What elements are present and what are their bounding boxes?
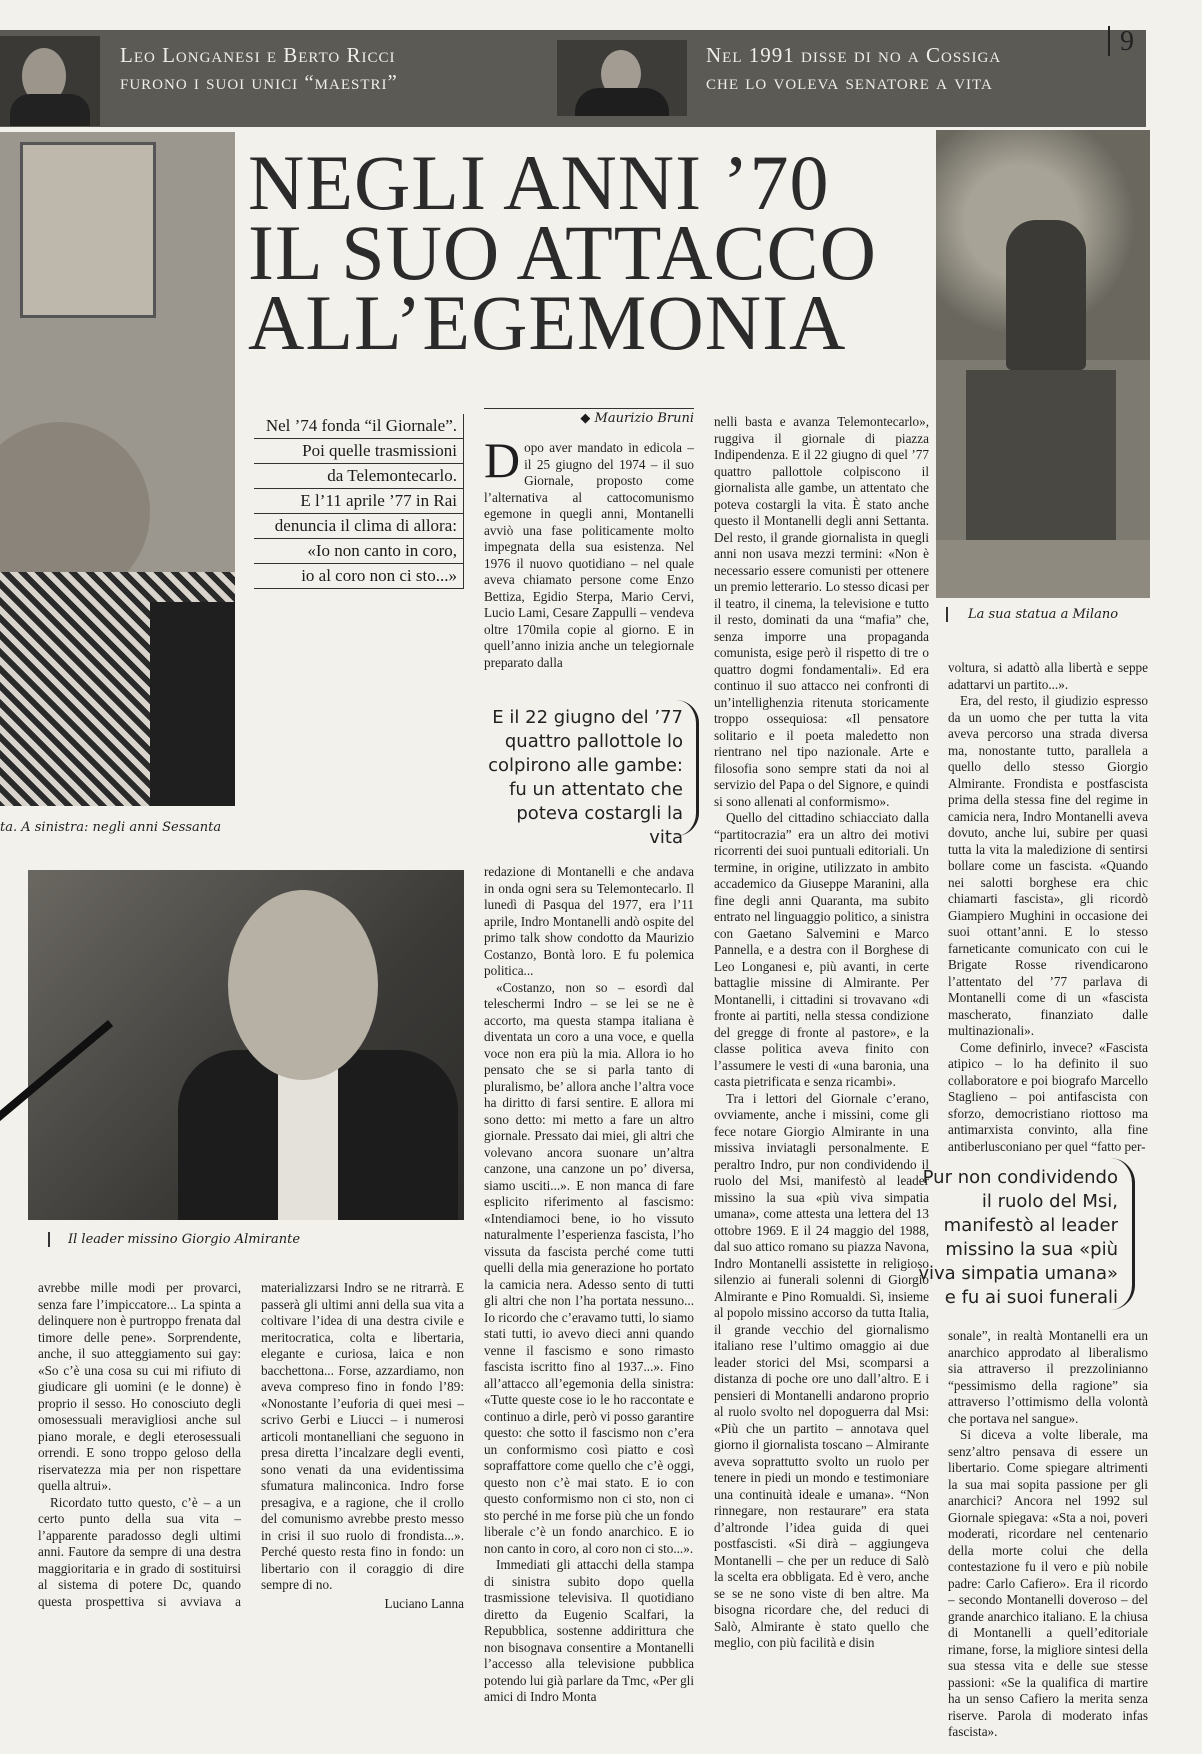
summary-line: E l’11 aprile ’77 in Rai — [254, 489, 464, 514]
article-paragraph: Ricordato tutto questo, c’è – a un certo punto della sua vita – l’apparente paradosso degli ultimi anni. Fautore da sempre di una destra maggioritaria e in grado di sostituirsi al sistema di potere Dc, quando questa prospettiva si avviava a materializzarsi Indro se ne ritrarrà. E passerà gli ultimi anni della sua vita a coltivare l’idea di una destra civile e meritocratica, colta e libertaria, elegante e curiosa, laica e non bacchettona... Forse, azzardiamo, non aveva compreso fino in fondo l’89: «Nonostante l’euforia di quei mesi – scrivo Gerbi e Liucci – i numerosi articoli montanelliani che seguono in presa diretta l’incalzare degli eventi, sono venati da una evidentissima sfumatura malinconica. Indro forse presagiva, e a ragione, che il crollo del comunismo avrebbe presto messo in crisi il suo ruolo di frondista...». Perché questo resta fino in fondo: un libertario con il coraggio di dire sempre di no. — [38, 1280, 464, 1609]
statue-pedestal — [966, 370, 1116, 540]
summary-line: Poi quelle trasmissioni — [254, 439, 464, 464]
article-paragraph: Si diceva a volte liberale, ma senz’altro pensava di essere un libertario. Come spiegare altrimenti la sua mai sopita passione per gli anarchici? Ancora nel 1992 sul Giornale spiegava: «Sta a noi, poveri moderati, ricordare nel centenario della morte colui che della contestazione fu il vero e più nobile padre: Carlo Cafiero». Era il ricordo – secondo Montanelli doveroso – del grande anarchico italiano. E la chiusa di Montanelli a quell’editoriale rimane, forse, la migliore sintesi della sua stessa vita e delle sue stesse passioni: «Se la qualifica di martire ha un senso Cafiero la merita senza riserve. Parola di moderato infas fascista». — [948, 1427, 1148, 1739]
headline-line1: NEGLI ANNI ’70 — [248, 139, 830, 226]
headline-line2: IL SUO ATTACCO — [248, 209, 877, 296]
article-paragraph: Immediati gli attacchi della stampa di sinistra subito dopo quella trasmissione televisiva. Il quotidiano diretto da Eugenio Scalfari, la Repubblica, sostenne addirittura che non bisognava consentire a Montanelli l’accesso alla televisione pubblica potendo lui già parlare da Tmc, «Per gli amici di Indro Monta — [484, 1557, 694, 1704]
article-paragraph: Dopo aver mandato in edicola – il 25 giugno del 1974 – il suo Giornale, proposto come l’alternativa al cattocomunismo egemone in quegli anni, Montanelli avviò una fase politicamente molto impegnata della sua esistenza. Nel 1976 il nuovo quotidiano – nel quale aveva chiamato persone come Enzo Bettiza, Egidio Sterpa, Mario Cervi, Lucio Lami, Cesare Zappulli – vendeva oltre 170mila copie al giorno. E in quell’anno inizia anche un telegiornale preparato dalla — [484, 432, 694, 670]
article-paragraph: «Costanzo, non so – esordì dal teleschermi Indro – se lei se ne è accorto, ma questa stampa italiana è diventata un coro a una voce, e quella voce non era più la mia. Allora io ho pensato che se si parla tanto di pluralismo, be’ allora anche l’altra voce ha diritto di farsi sentire. E allora mi sono detto: mi metto a fare un altro giornale. Pressato dai miei, gli altri che volevano ancora suonare un’altra canzone, una canzone un po’ diversa, siamo usciti...». E non manca di fare esplicito riferimento al fascismo: «Intendiamoci bene, io ho vissuto naturalmente l’esperienza fascista, l’ho vissuta da fascista perché come tutti quelli della mia generazione ho portato la camicia nera. Adesso sento di tutti gli altri che non l’ha portata nessuno... Io ricordo che c’eravamo tutti, lo siamo stati tutti, io avevo dieci anni quando venne il fascismo e sono rimasto fascista iscritto fino al 1937...». Fino all’attacco all’egemonia della sinistra: «Tutte queste cose io le ho raccontate e continuo a dirle, però vi posso garantire questo: che sotto il fascismo non c’era un conformismo così piatto e così sopraffattore come quello che c’è oggi, questo non c’è mai stato. E io con questo conformismo non ci sto, non ci sto perché in me forse più che un fondo liberale c’è un fondo anarchico. E io non canto in coro, al coro non ci sto...». — [484, 979, 694, 1556]
caption-statue: La sua statua a Milano — [946, 607, 1146, 622]
summary-line: Nel ’74 fonda “il Giornale”. — [254, 414, 464, 439]
header-right-text — [706, 42, 1136, 97]
article-paragraph: nelli basta e avanza Telemontecarlo», ruggiva il giornale di piazza Indipendenza. E il 22 giugno di quel ’77 quattro pallottole colpiscono il giornalista alle gambe, un attentato che poteva costargli la vita. È stato anche questo il Montanelli degli anni Settanta. Del resto, il grande giornalista in quegli anni non usava mezzi termini: «Non è necessario essere comunisti per ottenere un premio letterario. Lo stesso dicasi per il teatro, il cinema, la televisione e tutto il resto, dominati da una “mafia” che, senza imporre una propaganda comunista, esige però il rispetto di tre o quattro dogmi fondamentali». Ed era continuo il suo attacco nei confronti di un’intellighenzia ritenuta storicamente troppo ossequiosa: «Il pensatore solitario e il poeta maledetto non rientrano nel tipo nazionale. Arte e filosofia sono sempre stati da noi al servizio del Papa o del Signore, e quindi si sono allenati al conformismo». — [714, 414, 929, 809]
portrait-photo — [0, 36, 100, 126]
header-left-text — [120, 42, 550, 97]
almirante-head — [228, 890, 378, 1080]
montanelli-sixties-photo — [0, 132, 235, 806]
header-right-line2: che lo voleva senatore a vita — [706, 70, 993, 95]
summary-line: io al coro non ci sto...» — [254, 564, 464, 589]
headline-line3: ALL’EGEMONIA — [248, 279, 847, 366]
signature: Luciano Lanna — [384, 1595, 464, 1611]
caption-almirante: Il leader missino Giorgio Almirante — [48, 1232, 448, 1247]
almirante-photo — [28, 870, 464, 1220]
statue-figure — [1006, 220, 1086, 370]
header-right-line1: Nel 1991 disse di no a Cossiga — [706, 43, 1002, 67]
pull-quote-1-bracket — [676, 700, 699, 836]
article-column-1b — [484, 864, 694, 1719]
article-paragraph: Era, del resto, il giudizio espresso da un uomo che per tutta la vita aveva percorso una strada diversa ma, nonostante tutto, parallela a quello dello stesso Giorgio Almirante. Frondista e postfascista prima della stessa fine del regime in camicia nera, Indro Montanelli aveva dovuto, anche lui, subire per quasi tutta la vita la maledizione di sentirsi bollare come un fascista. «Quando nei salotti borghese era chic chiamarti fascista», gli ricordò Giampiero Mughini in occasione dei suoi ottant’anni. E lo stesso farneticante comunicato con cui le Brigate Rosse rivendicarono l’attentato del ’77 parlava di Montanelli come di un «fascista mascherato, finanziato dalle multinazionali». — [948, 693, 1148, 1038]
article-paragraph: Tra i lettori del Giornale c’erano, ovviamente, anche i missini, come gli fece notare Giorgio Almirante in una missiva inviatagli personalmente. E peraltro Indro, pur non condividendo il ruolo del Msi, manifestò al leader missino la sua «più viva simpatia umana», come attesta una lettera del 13 ottobre 1969. E il 24 maggio del 1988, dal suo attico romano su piazza Navona, Indro Montanelli assistette in religioso silenzio ai funerali solenni di Giorgio Almirante e Pino Romualdi. Sì, insieme al popolo missino accorso da tutta Italia, il grande vecchio del giornalismo italiano rese l’ultimo omaggio ai due leader storici del Msi, scomparsi a distanza di poche ore uno dall’altro. E i pensieri di Montanelli andarono proprio al ruolo svolto nel dopoguerra dal Msi: «Più che un partito – annotava quel giorno il giornalista toscano – Almirante aveva soprattutto svolto un ruolo per tenere in piedi un mondo e testimoniare una continuità ideale e umana». “Non rinnegare, non restaurare” era stata d’altronde l’idea guida di quei postfascisti. «Si dirà – aggiungeva Montanelli – che per un reduce di Salò la scelta era obbligata. Ed è vero, anche se se ne sono viste di ben altre. Ma bisogna ricordare che, del reduci di Salò, Almirante è stato quello che meglio, con più facilità e disin — [714, 1090, 929, 1650]
article-column-2 — [714, 414, 929, 1719]
article-column-3 — [948, 660, 1148, 1160]
header-left-line1: Leo Longanesi e Berto Ricci — [120, 43, 396, 67]
article-paragraph: avrebbe mille modi per provarci, senza fare l’impiccatore... La spinta a delinquere non è purtroppo frenata dal timore delle pene». Sorprendente, anche, il suo atteggiamento sui gay: «So c’è una cosa su cui mi rifiuto di giudicare gli uomini (e le donne) è proprio il sesso. Ho conosciuto degli omosessuali meravigliosi anche sul piano morale, e degli eterosessuali orrendi. E sono troppo geloso della riservatezza mia per non rispettare quella altrui». — [38, 1280, 241, 1493]
cossiga-photo — [557, 40, 687, 116]
summary-line: «Io non canto in coro, — [254, 539, 464, 564]
article-previous-section — [38, 1280, 464, 1740]
statue-ground — [936, 540, 1150, 598]
page-number: 9 — [1108, 26, 1148, 56]
photo-dark-area — [150, 602, 235, 806]
article-paragraph: voltura, si adattò alla libertà e seppe adattarvi un partito...». — [948, 660, 1148, 692]
cossiga-body — [575, 88, 669, 116]
pull-quote-2: Pur non condividendo il ruolo del Msi, manifestò al leader missino la sua «più viva simpatia umana» e fu ai suoi funerali — [918, 1167, 1118, 1308]
portrait-body — [10, 94, 90, 126]
article-paragraph: redazione di Montanelli e che andava in onda ogni sera su Telemontecarlo. Il lunedì di Pasqua del 1977, era l’11 aprile, Indro Montanelli andò ospite del primo talk show condotto da Maurizio Costanzo, Bontà loro. E fu polemica politica... — [484, 864, 694, 978]
almirante-shirt — [278, 1060, 338, 1220]
headline — [248, 139, 928, 366]
pull-quote-1: E il 22 giugno del ’77 quattro pallottole lo colpirono alle gambe: fu un attentato che poteva costargli la vita — [488, 707, 683, 848]
caption-left: ta. A sinistra: negli anni Sessanta — [0, 820, 222, 835]
author-byline: ◆ Maurizio Bruni — [484, 408, 694, 426]
pull-quote-2-bracket — [1110, 1158, 1135, 1310]
article-column-3b — [948, 1328, 1148, 1739]
photo-background-frame — [20, 142, 156, 318]
article-column-1 — [484, 432, 694, 670]
header-left-line2: furono i suoi unici “maestri” — [120, 70, 398, 95]
article-paragraph: Come definirlo, invece? «Fascista atipico – lo ha definito il suo collaboratore e poi biografo Marcello Staglieno – poi antifascista con sforzo, democristiano riottoso ma antimarxista convinto, alla fine antiberlusconiano per quel “fatto per- — [948, 1039, 1148, 1154]
summary-line: denuncia il clima di allora: — [254, 514, 464, 539]
summary-box — [254, 414, 464, 589]
article-paragraph: Quello del cittadino schiacciato dalla “partitocrazia” era un altro dei motivi ricorrenti dei suoi puntuali editoriali. Un termine, in origine, utilizzato in ambito accademico da Giuseppe Maranini, alla fine degli anni Quaranta, ma subito entrato nel linguaggio politico, a sinistra con Gaetano Salvemini e Marco Pannella, e a destra con il Borghese di Leo Longanesi e, più avanti, in certe battaglie missine di Almirante. Per Montanelli, i cittadini si trovavano «di fronte ai partiti, nella stessa condizione del gregge di fronte al pastore», e la classe politica aveva finito con l’assumere le vesti di «una baronia, una casta pietrificata e senza ricambi». — [714, 810, 929, 1089]
article-paragraph: sonale”, in realtà Montanelli era un anarchico approdato al liberalismo sia attraverso il prezzolinianno “pessimismo della ragione” sia attraverso l’ottimismo della volontà che portava nel sangue». — [948, 1328, 1148, 1426]
summary-line: da Telemontecarlo. — [254, 464, 464, 489]
statue-photo — [936, 130, 1150, 598]
